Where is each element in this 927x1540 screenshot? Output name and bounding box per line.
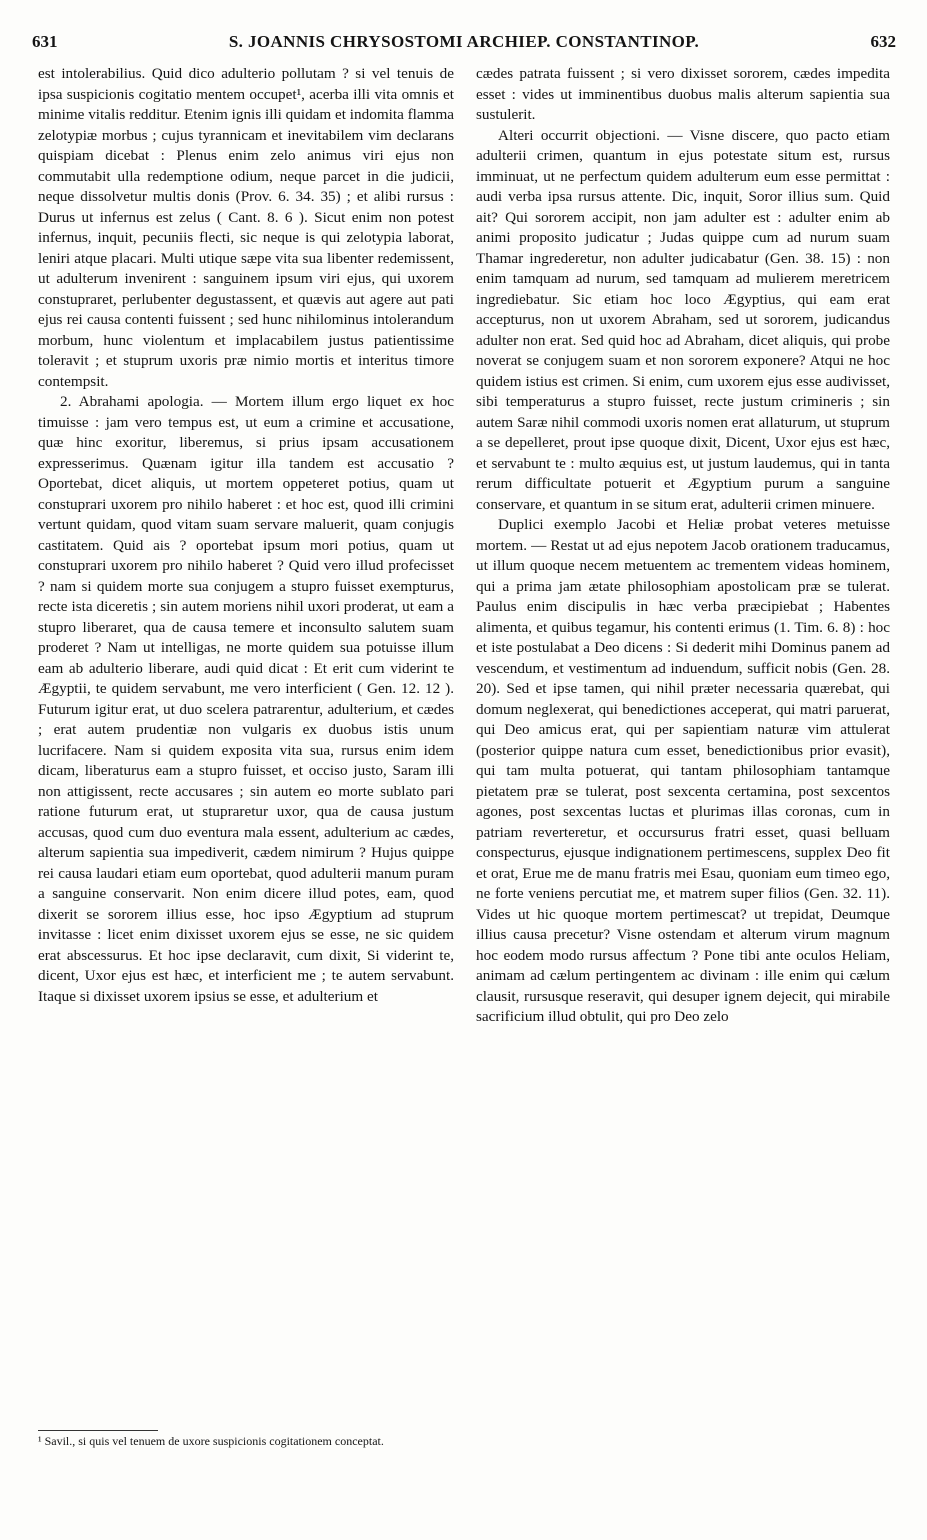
left-column xyxy=(38,64,454,1007)
page-header xyxy=(32,32,896,58)
paragraph: Alteri occurrit objectioni. — Visne discere, quo pacto etiam adulterii crimen, quantum in ejus potestate situm est, rursus imminuat, ut ne perfectum quidem adulterum eum esse permittat : audi verba ipsa rursus attente. Dic, inquit, Soror illius sum. Quid ait? Qui sororem accipit, non jam adulter est : adulter enim ab animi proposito judicatur ; Judas quippe cum ad nurum suam Thamar ingrederetur, non adulter judicabatur (Gen. 38. 15) : non enim tamquam ad nurum, sed tamquam ad mulierem meretricem ingrediebatur. Sic etiam hoc loco Ægyptius, qui eam erat accepturus, non ut uxorem Abraham, sed ut sororem, judicandus adulter non erat. Sed quid hoc ad Abraham, dicet aliquis, qui probe noverat se conjugem suam et non sororem exponere? Atqui ne hoc quidem istius est crimen. Si enim, cum uxorem ejus esse audivisset, sibi temperaturus a stupro fuisset, recte justum crimineris ; sin autem Saræ nihil commodi uxoris nomen erat allaturum, ut stuprum a se depelleret, prout ipse quoque dixit, Dicent, Uxor ejus est hæc, et servabunt te : multo æquius est, ut justum laudemus, qui in tanta rerum difficultate potuerit et Ægyptium purum a sanguine conservare, et quantum in se situm erat, adulterii crimen minuere. xyxy=(476,126,890,513)
paragraph: est intolerabilius. Quid dico adulterio pollutam ? si vel tenuis de ipsa suspicionis cogitatio mentem occupet¹, acerba illi vita omnis et minime vitalis redditur. Etenim ignis illi quidam et indomita flamma zelotypiæ morbus ; cujus tyrannicam et inevitabilem vim declarans quispiam dicebat : Plenus enim zelo animus viri ejus non commutabit ulla redemptione odium, neque parcet in die judicii, neque dissolvetur multis donis (Prov. 6. 34. 35) ; et alibi rursus : Durus ut infernus est zelus ( Cant. 8. 6 ). Sicut enim non potest infernus, inquit, pecuniis flecti, sic neque is qui zelotypia laborat, leniri atque placari. Multi utique sæpe vita sua libenter redemissent, ut adulterum invenirent : sanguinem ipsum viri ejus, qui uxorem constupraret, perlubenter degustassent, et quævis aut agere aut pati ejus rei causa contenti fuissent ; sed hunc nihilominus intolerandum morbum, hunc violentum et implacabilem justus patientissime toleravit ; et stuprum uxoris præ nimio mortis et interitus timore contempsit. xyxy=(38,65,454,390)
page-number-right: 632 xyxy=(870,32,896,51)
running-title: S. JOANNIS CHRYSOSTOMI ARCHIEP. CONSTANTINOP. xyxy=(228,32,700,51)
right-column xyxy=(476,64,890,1028)
paragraph: Duplici exemplo Jacobi et Heliæ probat veteres metuisse mortem. — Restat ut ad ejus nepotem Jacob orationem traducamus, ut illum quoque necem metuentem ac trementem videas hominem, qui a prima jam ætate philosophiam apostolicam præ se tulerat. Paulus enim discipulis in hæc verba præcipiebat ; Habentes alimenta, et quibus tegamur, his contenti erimus (1. Tim. 6. 8) : hoc et iste postulabat a Deo dicens : Si dederit mihi Dominus panem ad vescendum, et vestimentum ad induendum, sufficit nobis (Gen. 28. 20). Sed et ipse tamen, qui nihil præter necessaria quærebat, qui domum neglexerat, qui benedictiones acceperat, qui matri paruerat, qui Deo amicus erat, qui per sapientiam naturæ vim attulerat (posterior quippe natura cum esset, benedictionibus prior evasit), qui tam multa potuerat, qui tantam philosophiam tantamque pietatem præ se tulerat, post sexcenta certamina, post sexcentos agones, post sexcentas luctas et plurimas illas coronas, cum in patriam reverteretur, et occursurus fratri esset, quasi belluam conspecturus, ejusque indignationem pertimescens, supplex Deo fit et orat, Erue me de manu fratris mei Esau, quoniam eum timeo ego, ne forte veniens percutiat me, et matrem super filios (Gen. 32. 11). Vides ut hic quoque mortem pertimescat? ut trepidat, Deumque illius causa precetur? Visne ostendam et alterum virum magnum hoc eodem modo rursus affectum ? Pone tibi ante oculos Heliam, animam ad cælum pertingentem ac divinam : ille enim qui cælum clausit, rursusque reseravit, qui desuper ignem dejecit, qui mirabile sacrificium illud obtulit, qui pro Deo zelo xyxy=(476,516,890,1025)
footnote-rule xyxy=(38,1430,158,1431)
footnote-block xyxy=(38,1430,454,1449)
paragraph: cædes patrata fuissent ; si vero dixisset sororem, cædes impedita esset : vides ut imminentibus duobus malis alterum sapientia sua sustulerit. xyxy=(476,65,890,123)
page-number-left: 631 xyxy=(32,32,58,51)
paragraph: 2. Abrahami apologia. — Mortem illum ergo liquet ex hoc timuisse : jam vero tempus est, ut eum a crimine et accusatione, quæ hinc exoritur, liberemus, si prius ipsam accusationem expresserimus. Quænam igitur illa tandem est accusatio ? Oportebat, dicet aliquis, ut mortem oppeteret potius, quam ut constuprari uxorem pro nihilo haberet : et hoc est, quod illi crimini vertunt quidam, quod vitam suam servare maluerit, quam conjugis castitatem. Quid ais ? oportebat ipsum mori potius, quam ut constuprari uxorem pro nihilo haberet ? Quid vero illud profecisset ? nam si quidem morte sua conjugem a stupro fuisset exempturus, recte ista diceretis ; sin autem moriens nihil uxori proderat, ut eam a stupro liberaret, qua de causa temere et inconsulto salutem suam proderet ? Nam ut intelligas, ne morte quidem sua potuisse illum eam ab adulterio liberare, audi quid dicat : Et erit cum viderint te Ægyptii, te quidem servabunt, me vero interficient ( Gen. 12. 12 ). Futurum igitur erat, ut duo scelera patrarentur, adulterium, et cædes ; erat autem prudentiæ non vulgaris ex duobus istis unum lucrifacere. Nam si quidem exposita vita sua, rursus enim idem dicam, liberaturus eam a stupro fuisset, et occiso justo, Saram illi non attigissent, recte accusares ; sin autem eo morte sublato pari ratione futurum erat, ut stupraretur uxor, qua de causa justum accusas, quod cum duo eventura mala essent, adulterium ac cædes, alterum sapientia sua impediverit, cædem nimirum ? Hujus quippe rei causa laudari etiam eum oportebat, quod adulterii manum puram a sanguine conservarit. Non enim dicere illud potes, eam, quod dixerit se sororem illius esse, hoc ipso Ægyptium ad stuprum invitasse : licet enim dixisset uxorem ejus se esse, ne sic quidem erat abscessurus. Et hoc ipse declaravit, cum dixit, Si viderint te, dicent, Uxor ejus est hæc, et interficient me ; te autem servabunt. Itaque si dixisset uxorem ipsius se esse, et adulterium et xyxy=(38,393,454,1005)
footnote: ¹ Savil., si quis vel tenuem de uxore suspicionis cogitationem conceptat. xyxy=(38,1434,384,1448)
